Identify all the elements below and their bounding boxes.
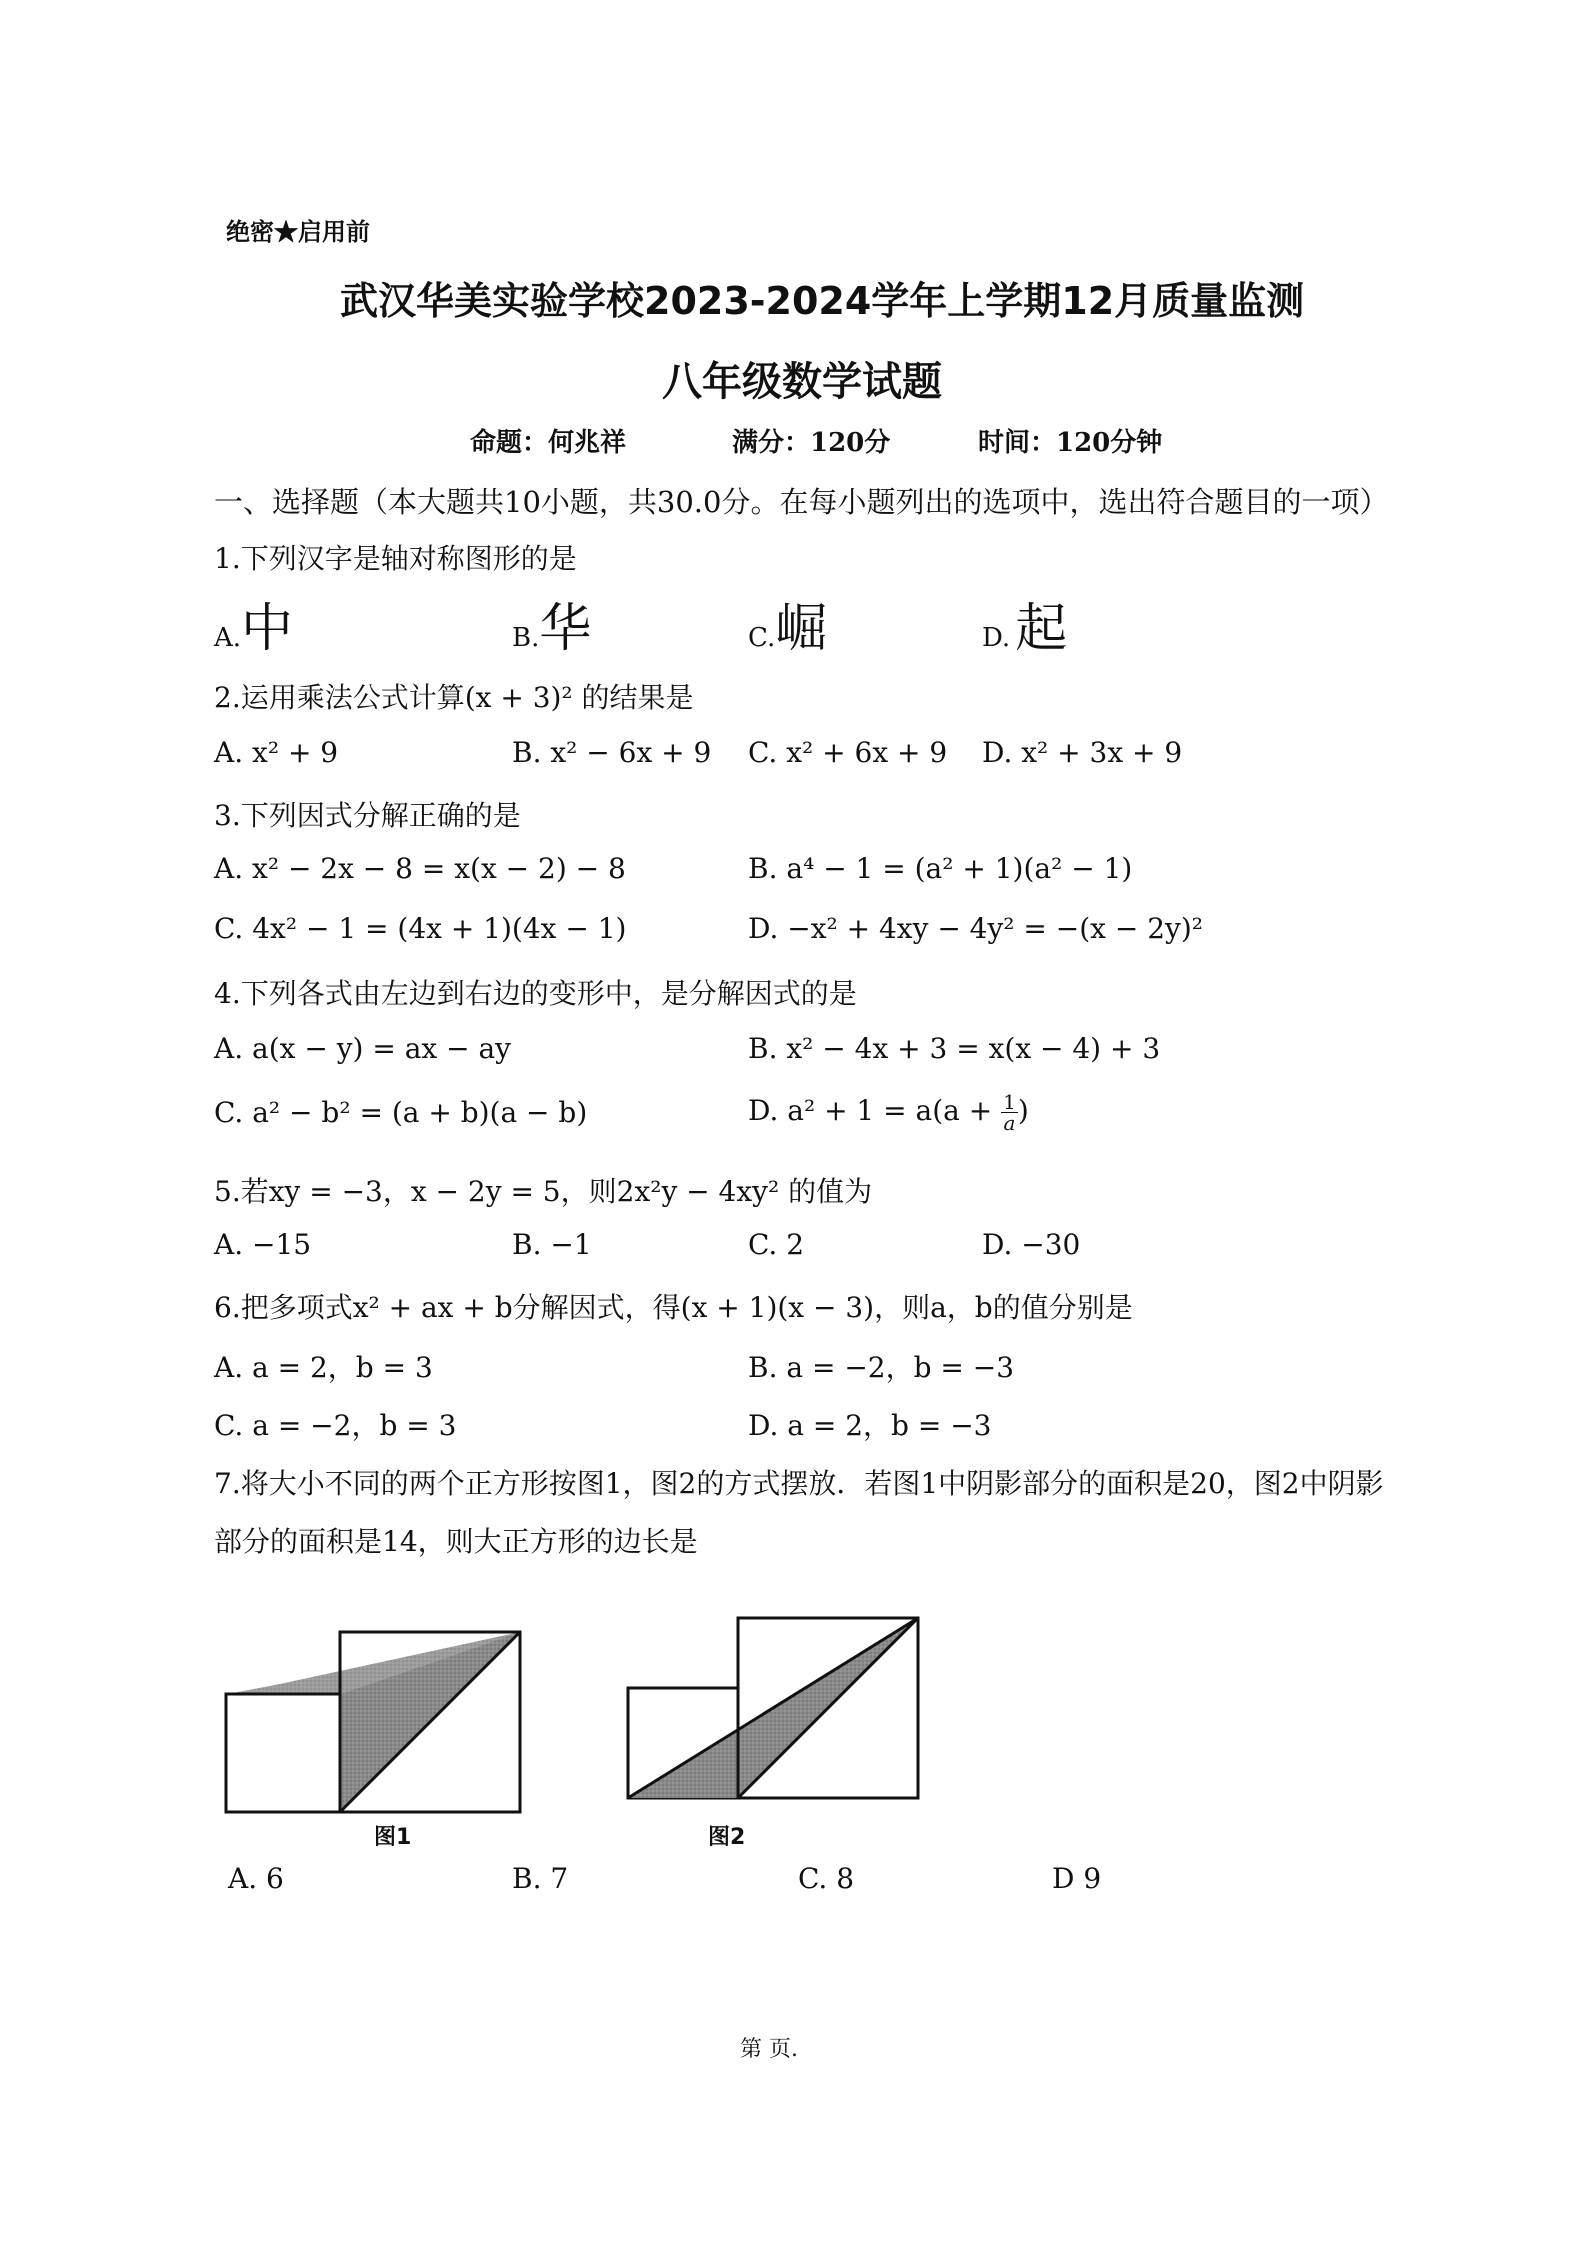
q1-stem: 1.下列汉字是轴对称图形的是 [214,542,577,575]
meta-author: 命题：何兆祥 [470,428,627,458]
q4-option-a: A. a(x − y) = ax − ay [214,1032,511,1065]
q1-option-a [214,586,293,661]
q4-option-d-text: D. a² + 1 = a(a + [748,1094,1002,1127]
q1-option-b [512,586,591,661]
q4-option-d-tail: ) [1017,1094,1029,1127]
figure-2 [628,1618,918,1798]
q1-option-b-letter: B. [512,623,540,653]
q7-option-b: B. 7 [512,1862,569,1895]
fig1-small-square [226,1694,340,1812]
section-heading: 一、选择题（本大题共10小题，共30.0分。在每小题列出的选项中，选出符合题目的一项） [214,485,1389,519]
meta-time: 时间：120分钟 [978,428,1163,458]
q4-option-d [748,1092,1029,1133]
fig1-label: 图1 [374,1825,412,1850]
q5-option-c: C. 2 [748,1228,805,1261]
q7-option-d: D 9 [1052,1862,1102,1895]
q6-option-d: D. a = 2，b = −3 [748,1409,992,1442]
q7-figures [210,1600,950,1860]
figure-1 [226,1632,520,1812]
q1-option-a-char: 中 [241,599,294,659]
q2-option-a: A. x² + 9 [214,736,339,769]
q4-option-c: C. a² − b² = (a + b)(a − b) [214,1096,588,1129]
meta-score: 满分：120分 [732,428,891,458]
q2-option-d: D. x² + 3x + 9 [982,736,1183,769]
q7-option-c: C. 8 [798,1862,855,1895]
q5-option-d: D. −30 [982,1228,1081,1261]
q1-option-c [748,586,827,661]
q6-option-b: B. a = −2，b = −3 [748,1351,1015,1384]
q4-option-d-fraction [1001,1092,1018,1133]
q1-option-b-char: 华 [539,599,592,659]
q6-option-a: A. a = 2，b = 3 [214,1351,433,1384]
q1-option-a-letter: A. [214,623,242,653]
q6-stem: 6.把多项式x² + ax + b分解因式，得(x + 1)(x − 3)，则a，b的值分别是 [214,1291,1133,1324]
q4-option-b: B. x² − 4x + 3 = x(x − 4) + 3 [748,1032,1161,1065]
exam-subtitle: 八年级数学试题 [662,359,942,405]
q3-option-a: A. x² − 2x − 8 = x(x − 2) − 8 [214,852,626,885]
q2-stem: 2.运用乘法公式计算(x + 3)² 的结果是 [214,681,694,714]
q1-option-d-letter: D. [982,623,1011,653]
q4-stem: 4.下列各式由左边到右边的变形中，是分解因式的是 [214,977,857,1010]
q6-option-c: C. a = −2，b = 3 [214,1409,457,1442]
q1-option-c-letter: C. [748,623,776,653]
q5-option-b: B. −1 [512,1228,592,1261]
q2-option-c: C. x² + 6x + 9 [748,736,948,769]
q3-stem: 3.下列因式分解正确的是 [214,799,521,832]
fig2-label: 图2 [708,1825,746,1850]
q1-option-d-char: 起 [1015,599,1068,659]
q3-option-d: D. −x² + 4xy − 4y² = −(x − 2y)² [748,912,1204,945]
fraction-numerator: 1 [1003,1090,1016,1114]
q3-option-b: B. a⁴ − 1 = (a² + 1)(a² − 1) [748,852,1133,885]
q3-option-c: C. 4x² − 1 = (4x + 1)(4x − 1) [214,912,627,945]
q5-stem: 5.若xy = −3，x − 2y = 5，则2x²y − 4xy² 的值为 [214,1175,873,1208]
fraction-denominator: a [1003,1111,1016,1135]
q7-option-a: A. 6 [228,1862,284,1895]
q7-stem-line2: 部分的面积是14，则大正方形的边长是 [214,1525,698,1558]
q1-option-d [982,586,1067,661]
q5-option-a: A. −15 [214,1228,312,1261]
exam-title: 武汉华美实验学校2023-2024学年上学期12月质量监测 [340,279,1305,323]
secret-label: 绝密★启用前 [226,217,370,246]
q2-option-b: B. x² − 6x + 9 [512,736,712,769]
q1-option-c-char: 崛 [775,599,828,659]
q7-stem-line1: 7.将大小不同的两个正方形按图1，图2的方式摆放．若图1中阴影部分的面积是20，图2中阴影 [214,1467,1384,1500]
page-footer: 第 页. [740,2037,798,2062]
